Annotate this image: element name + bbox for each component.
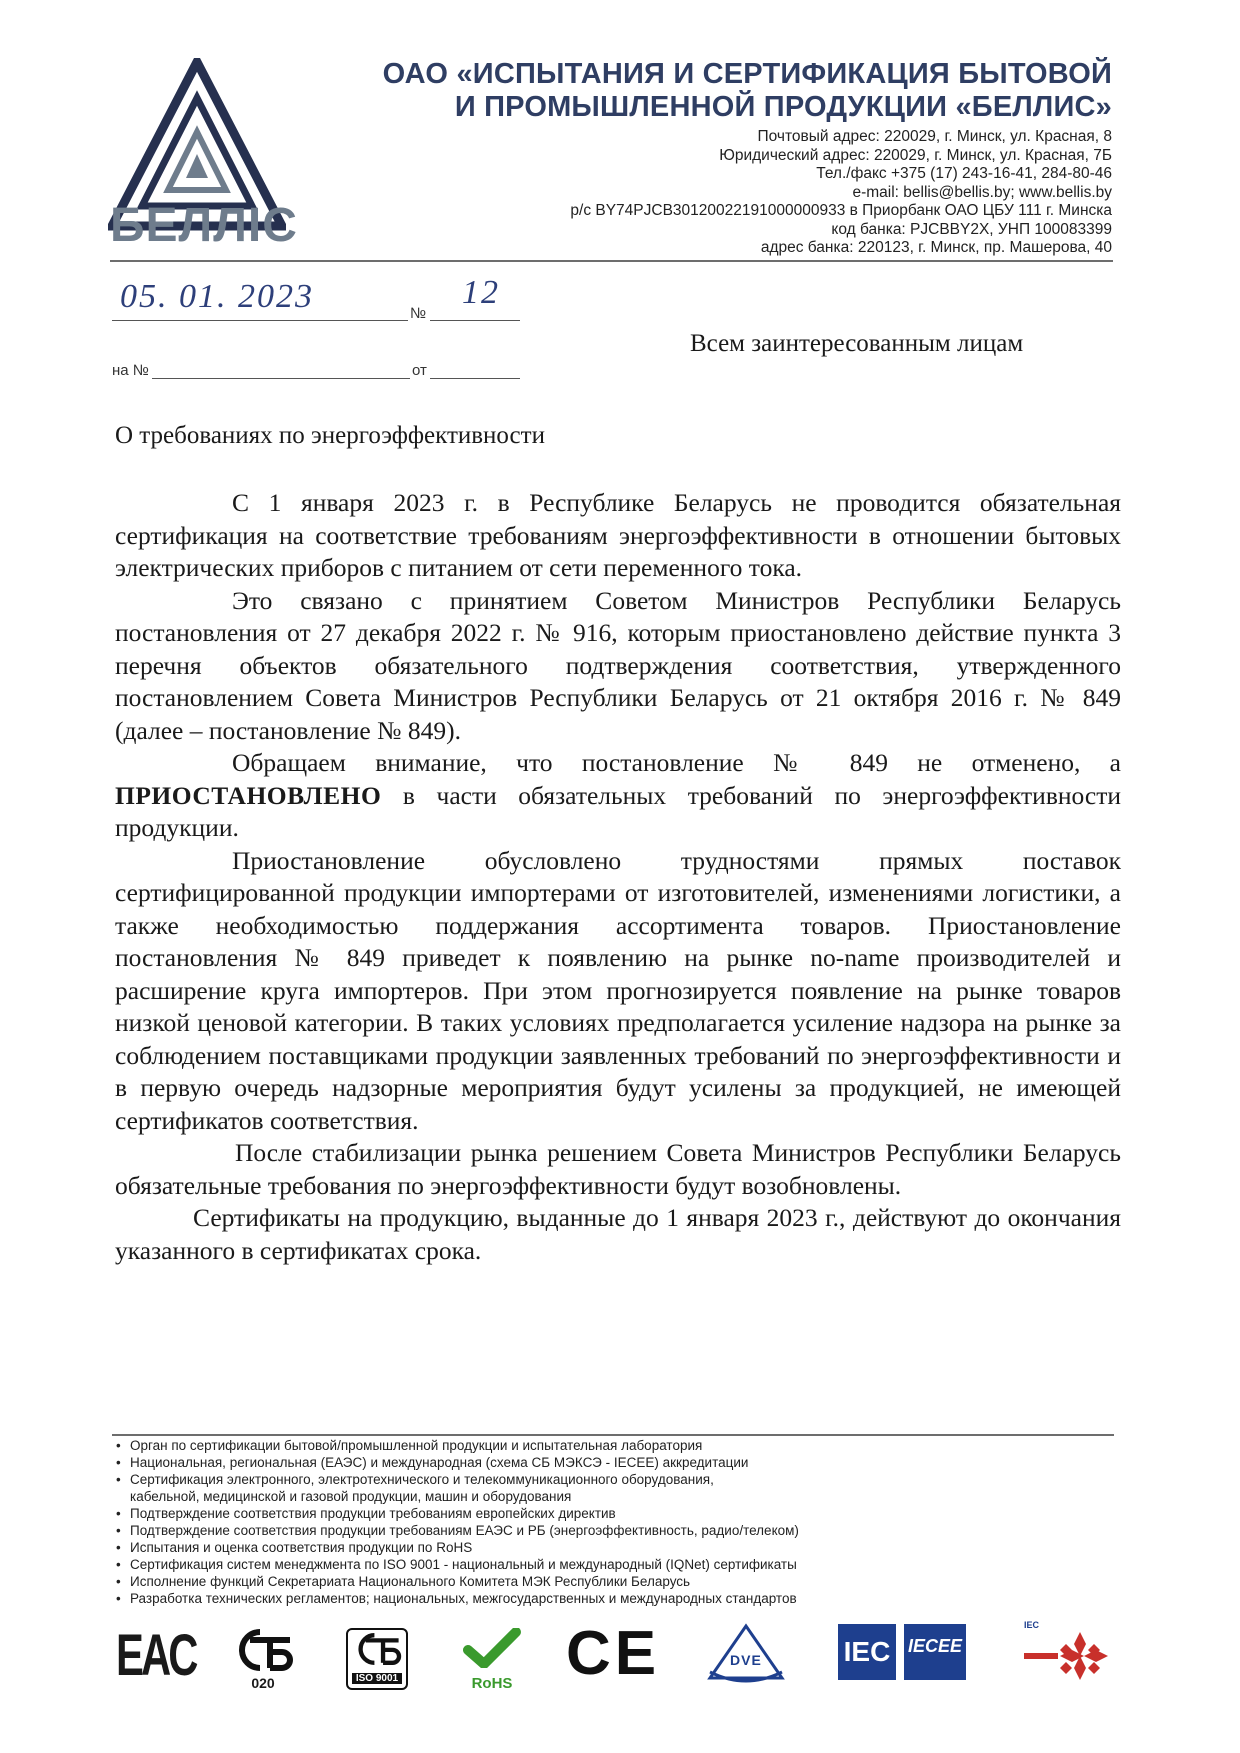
ctb-iso9001-mark-icon xyxy=(346,1628,408,1690)
paragraph-4: Приостановление обусловлено трудностями прямых поставок сертифицированной продукции импортерами от изготовителей, изменениями логистики, а также необходимостью поддержания ассортимента товаров. Приостановление постановления № 849 приведет к появлению на рынке no-name производителей и расширение круга импортеров. При этом прогнозируется появление на рынке товаров низкой ценовой категории. В таких условиях предполагается усиление надзора на рынке за соблюдением поставщиками продукции заявленных требований по энергоэффективности и в первую очередь надзорные мероприятия будут усилены за продукцией, не имеющей сертификатов соответствия. xyxy=(115,845,1121,1135)
number-line xyxy=(430,320,520,321)
list-item: • Подтверждение соответствия продукции требованиям европейских директив xyxy=(116,1505,1116,1522)
list-item: • Испытания и оценка соответствия продукции по RoHS xyxy=(116,1539,1116,1556)
services-list xyxy=(116,1437,1116,1607)
iecee-mark-icon: IECEE xyxy=(904,1624,966,1680)
rohs-label: RoHS xyxy=(471,1675,513,1692)
list-item: • Национальная, региональная (ЕАЭС) и международная (схема СБ МЭКСЭ - IECEE) аккредитации xyxy=(116,1454,1116,1471)
footer-divider xyxy=(112,1434,1114,1436)
number-label: № xyxy=(410,305,427,322)
letter-subject: О требованиях по энергоэффективности xyxy=(115,422,545,449)
logo-wordmark: БЕЛЛІС xyxy=(110,199,298,252)
date-line xyxy=(112,320,408,321)
addressee: Всем заинтересованным лицам xyxy=(690,330,1024,357)
ref-number-label: на № xyxy=(112,362,149,379)
bank-account: р/с BY74PJCB30120022191000000933 в Приорбанк ОАО ЦБУ 111 г. Минска xyxy=(570,202,1112,219)
ctb-code: 020 xyxy=(251,1675,275,1691)
eac-mark-icon: EAC xyxy=(116,1623,196,1688)
bank-address: адрес банка: 220123, г. Минск, пр. Машерова, 40 xyxy=(760,239,1112,256)
paragraph-2: Это связано с принятием Советом Министров Республики Беларусь постановления от 27 декабря 2022 г. № 916, которым приостановлено действие пункта 3 перечня объектов обязательного подтверждения соответствия, утвержденного постановлением Совета Министров Республики Беларусь от 21 октября 2016 г. № 849 (далее – постановление № 849). xyxy=(115,585,1121,745)
ctb-symbol-icon xyxy=(348,1630,406,1668)
list-item: • Исполнение функций Секретариата Национального Комитета МЭК Республики Беларусь xyxy=(116,1573,1116,1590)
header-divider xyxy=(110,260,1113,262)
postal-address: Почтовый адрес: 220029, г. Минск, ул. Красная, 8 xyxy=(757,128,1112,145)
iec-small-label: IEC xyxy=(1024,1620,1040,1630)
phone-fax: Тел./факс +375 (17) 243-16-41, 284-80-46 xyxy=(816,165,1112,182)
ref-date-label: от xyxy=(412,362,427,379)
national-committee-mark-icon xyxy=(1020,1620,1116,1690)
ce-mark-icon: CE xyxy=(566,1619,661,1688)
paragraph-1: С 1 января 2023 г. в Республике Беларусь не проводится обязательная сертификация на соответствие требованиям энергоэффективности в отношении бытовых электрических приборов с питанием от сети переменного тока. xyxy=(115,488,1121,582)
suspended-emphasis: ПРИОСТАНОВЛЕНО xyxy=(115,780,382,810)
organization-name-line2: И ПРОМЫШЛЕННОЙ ПРОДУКЦИИ «БЕЛЛИС» xyxy=(454,91,1112,123)
handwritten-number: 12 xyxy=(462,274,500,311)
contact-details xyxy=(420,128,1112,258)
letter-body xyxy=(115,487,1121,1267)
dve-label: DVE xyxy=(730,1652,762,1668)
ctb-iso-label: ISO 9001 xyxy=(352,1673,402,1684)
handwritten-date: 05. 01. 2023 xyxy=(120,278,314,315)
list-item: кабельной, медицинской и газовой продукции, машин и оборудования xyxy=(130,1489,572,1504)
list-item: • Орган по сертификации бытовой/промышленной продукции и испытательная лаборатория xyxy=(116,1437,1116,1454)
ref-date-line xyxy=(430,378,520,379)
rohs-mark-icon xyxy=(462,1628,522,1690)
ctb-020-mark-icon xyxy=(232,1628,294,1690)
list-item: • Подтверждение соответствия продукции требованиям ЕАЭС и РБ (энергоэффективность, радио/телеком) xyxy=(116,1522,1116,1539)
dve-mark-icon xyxy=(706,1622,786,1686)
legal-address: Юридический адрес: 220029, г. Минск, ул. Красная, 7Б xyxy=(719,146,1112,164)
paragraph-5: После стабилизации рынка решением Совета Министров Республики Беларусь обязательные требования по энергоэффективности будут возобновлены. xyxy=(115,1138,1121,1200)
organization-name xyxy=(330,58,1112,124)
paragraph-3 xyxy=(115,747,1121,845)
paragraph-3-start: Обращаем внимание, что постановление № 849 не отменено, а xyxy=(232,748,1121,777)
ref-number-line xyxy=(152,378,410,379)
rohs-check-icon xyxy=(462,1628,522,1668)
organization-name-line1: ОАО «ИСПЫТАНИЯ И СЕРТИФИКАЦИЯ БЫТОВОЙ xyxy=(382,58,1112,90)
belarus-ornament-icon xyxy=(1020,1620,1116,1690)
email-web: e-mail: bellis@bellis.by; www.bellis.by xyxy=(852,183,1112,201)
list-item: • Сертификация электронного, электротехнического и телекоммуникационного оборудования, xyxy=(116,1471,1116,1488)
list-item: • Сертификация систем менеджмента по ISO 9001 - национальный и международный (IQNet) сертификаты xyxy=(116,1556,1116,1573)
bank-code: код банка: PJCBBY2X, УНП 100083399 xyxy=(831,220,1112,238)
paragraph-3-end: в части обязательных требований по энергоэффективности продукции. xyxy=(115,780,1121,842)
iec-mark-icon: IEC xyxy=(838,1624,896,1680)
paragraph-6: Сертификаты на продукцию, выданные до 1 января 2023 г., действуют до окончания указанного в сертификатах срока. xyxy=(115,1203,1121,1265)
ctb-symbol-icon xyxy=(232,1628,294,1672)
list-item: • Разработка технических регламентов; национальных, межгосударственных и международных стандартов xyxy=(116,1590,1116,1607)
